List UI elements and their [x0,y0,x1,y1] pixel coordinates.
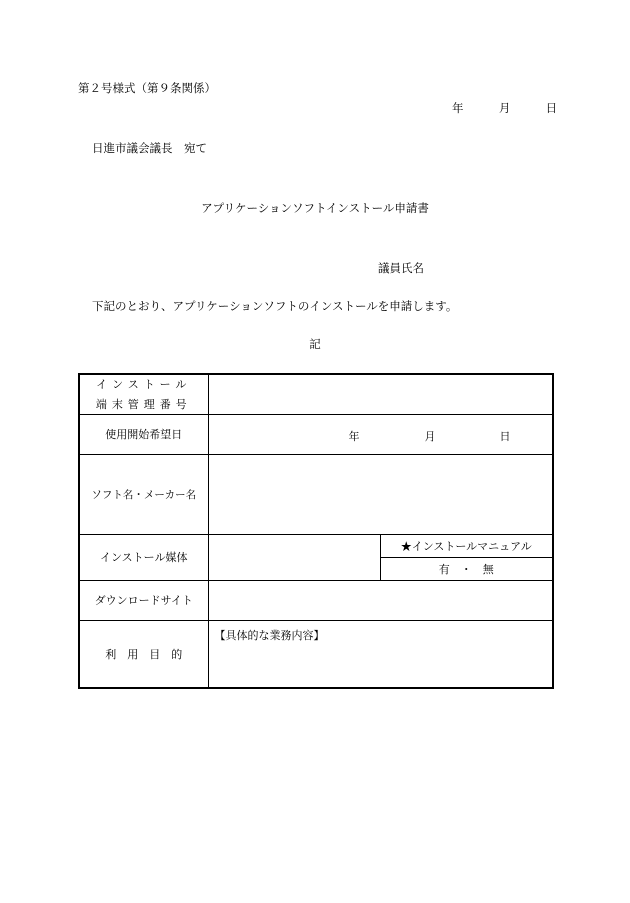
start-date-label: 使用開始希望日 [79,414,208,454]
start-date-field[interactable] [208,414,553,454]
start-day-label: 日 [499,429,511,443]
form-number: 第２号様式（第９条関係） [78,81,216,95]
table-row [79,620,553,688]
date-day-label: 日 [545,101,558,115]
manual-label: ★インストールマニュアル [380,534,553,557]
document-title: アプリケーションソフトインストール申請書 [201,201,429,215]
start-year-label: 年 [348,429,360,443]
purpose-heading: 【具体的な業務内容】 [214,628,325,642]
manual-choice[interactable]: 有 ・ 無 [380,557,553,580]
submission-date [452,100,557,116]
intro-text: 下記のとおり、アプリケーションソフトのインストールを申請します。 [92,299,458,313]
table-row [79,454,553,534]
table-row [79,414,553,454]
purpose-label: 利 用 目 的 [79,620,208,688]
terminal-number-label [79,374,208,414]
software-field[interactable] [208,454,553,534]
download-site-label: ダウンロードサイト [79,580,208,620]
media-label: インストール媒体 [79,534,208,580]
member-name-label: 議員氏名 [378,261,424,275]
start-month-label: 月 [424,429,436,443]
date-month-label: 月 [498,101,511,115]
ki-heading: 記 [309,337,321,351]
table-row [79,580,553,620]
terminal-label-line1: インストール [96,378,192,392]
table-row [79,534,553,557]
download-site-field[interactable] [208,580,553,620]
terminal-number-field[interactable] [208,374,553,414]
addressee: 日進市議会議長 宛て [92,141,207,155]
media-field[interactable] [208,534,380,580]
software-label: ソフト名・メーカー名 [79,454,208,534]
application-form-table [78,373,554,689]
date-year-label: 年 [452,101,464,115]
terminal-label-line2: 端末管理番号 [95,398,192,412]
purpose-field[interactable] [208,620,553,688]
table-row [79,374,553,414]
